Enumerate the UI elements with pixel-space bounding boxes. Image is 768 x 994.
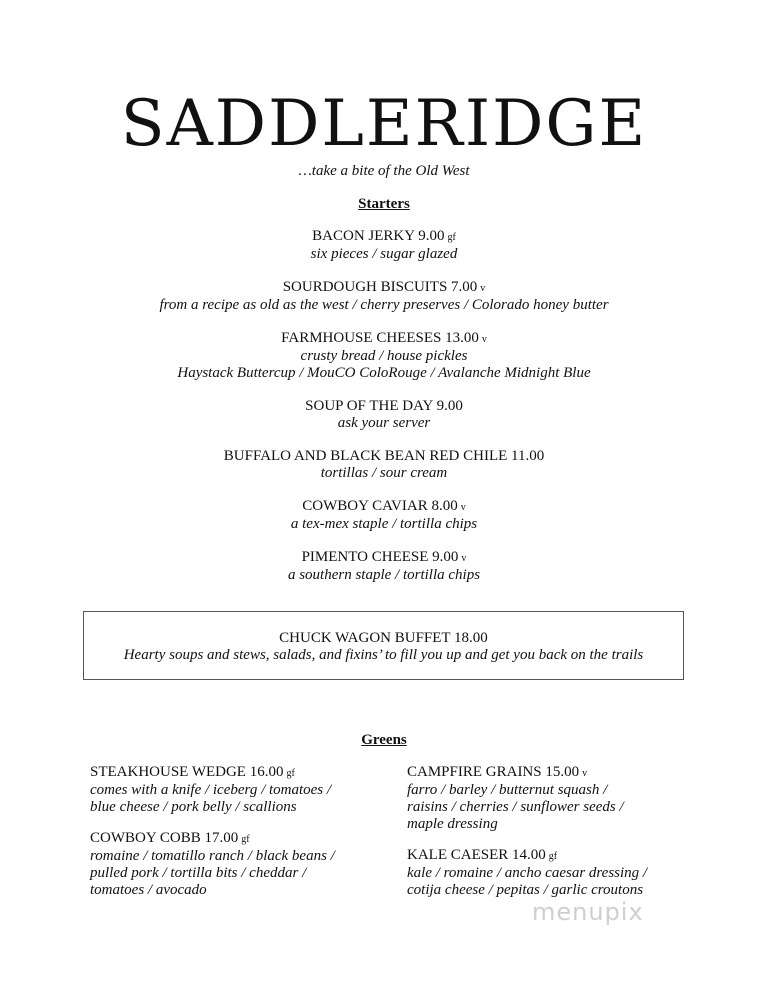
buffet-box xyxy=(83,611,684,680)
item-description: farro / barley / butternut squash / xyxy=(407,782,608,798)
buffet-name: CHUCK WAGON BUFFET 18.00 xyxy=(279,630,488,646)
item-name: KALE CAESER 14.00 xyxy=(407,847,546,863)
menu-item xyxy=(0,448,768,482)
menu-item xyxy=(0,398,768,432)
restaurant-title: SADDLERIDGE xyxy=(120,87,648,161)
item-description: maple dressing xyxy=(407,816,498,832)
diet-tag: v xyxy=(460,502,466,513)
menu-item xyxy=(0,228,768,263)
buffet-description: Hearty soups and stews, salads, and fixins’ to fill you up and get you back on the trails xyxy=(123,647,644,663)
diet-tag: gf xyxy=(548,851,558,862)
menu-item xyxy=(407,764,707,833)
item-name: BUFFALO AND BLACK BEAN RED CHILE 11.00 xyxy=(223,448,545,464)
menu-item xyxy=(90,830,390,899)
item-name: STEAKHOUSE WEDGE 16.00 xyxy=(90,764,284,780)
item-description: raisins / cherries / sunflower seeds / xyxy=(407,799,624,815)
diet-tag: gf xyxy=(447,232,456,243)
menu-item xyxy=(0,330,768,382)
item-description: crusty bread / house pickles xyxy=(300,348,468,364)
item-description: six pieces / sugar glazed xyxy=(310,246,458,262)
item-name: FARMHOUSE CHEESES 13.00 xyxy=(281,330,479,346)
item-description: romaine / tomatillo ranch / black beans / xyxy=(90,848,335,864)
tagline: …take a bite of the Old West xyxy=(298,163,470,179)
item-name: SOURDOUGH BISCUITS 7.00 xyxy=(282,279,478,295)
greens-right-column xyxy=(407,764,707,913)
watermark-logo: menupix xyxy=(532,898,644,926)
item-description: pulled pork / tortilla bits / cheddar / xyxy=(90,865,307,881)
starters-heading: Starters xyxy=(358,196,410,212)
item-description: kale / romaine / ancho caesar dressing / xyxy=(407,865,648,881)
item-description: cotija cheese / pepitas / garlic croutons xyxy=(407,882,644,898)
greens-heading: Greens xyxy=(361,732,407,748)
item-description: blue cheese / pork belly / scallions xyxy=(90,799,297,815)
item-description: comes with a knife / iceberg / tomatoes / xyxy=(90,782,332,798)
item-name: BACON JERKY 9.00 xyxy=(312,228,445,244)
menu-item xyxy=(407,847,707,899)
item-description: tortillas / sour cream xyxy=(320,465,448,481)
menu-item xyxy=(0,279,768,314)
greens-left-column xyxy=(90,764,390,913)
diet-tag: gf xyxy=(241,834,250,845)
item-name: CAMPFIRE GRAINS 15.00 xyxy=(407,764,580,780)
item-name: COWBOY CAVIAR 8.00 xyxy=(302,498,458,514)
item-description: ask your server xyxy=(337,415,431,431)
item-name: SOUP OF THE DAY 9.00 xyxy=(305,398,463,414)
diet-tag: gf xyxy=(286,768,295,779)
item-name: COWBOY COBB 17.00 xyxy=(90,830,239,846)
starters-list xyxy=(0,228,768,600)
menu-item xyxy=(90,764,390,816)
item-description: a southern staple / tortilla chips xyxy=(287,567,481,583)
diet-tag: v xyxy=(461,553,467,564)
menu-item xyxy=(0,549,768,584)
diet-tag: v xyxy=(582,768,588,779)
menu-item xyxy=(0,498,768,533)
item-description: Haystack Buttercup / MouCO ColoRouge / Avalanche Midnight Blue xyxy=(177,365,591,381)
item-description: from a recipe as old as the west / cherry preserves / Colorado honey butter xyxy=(159,297,609,313)
diet-tag: v xyxy=(480,283,486,294)
item-description: a tex-mex staple / tortilla chips xyxy=(290,516,478,532)
item-description: tomatoes / avocado xyxy=(90,882,207,898)
diet-tag: v xyxy=(481,334,487,345)
item-name: PIMENTO CHEESE 9.00 xyxy=(301,549,459,565)
